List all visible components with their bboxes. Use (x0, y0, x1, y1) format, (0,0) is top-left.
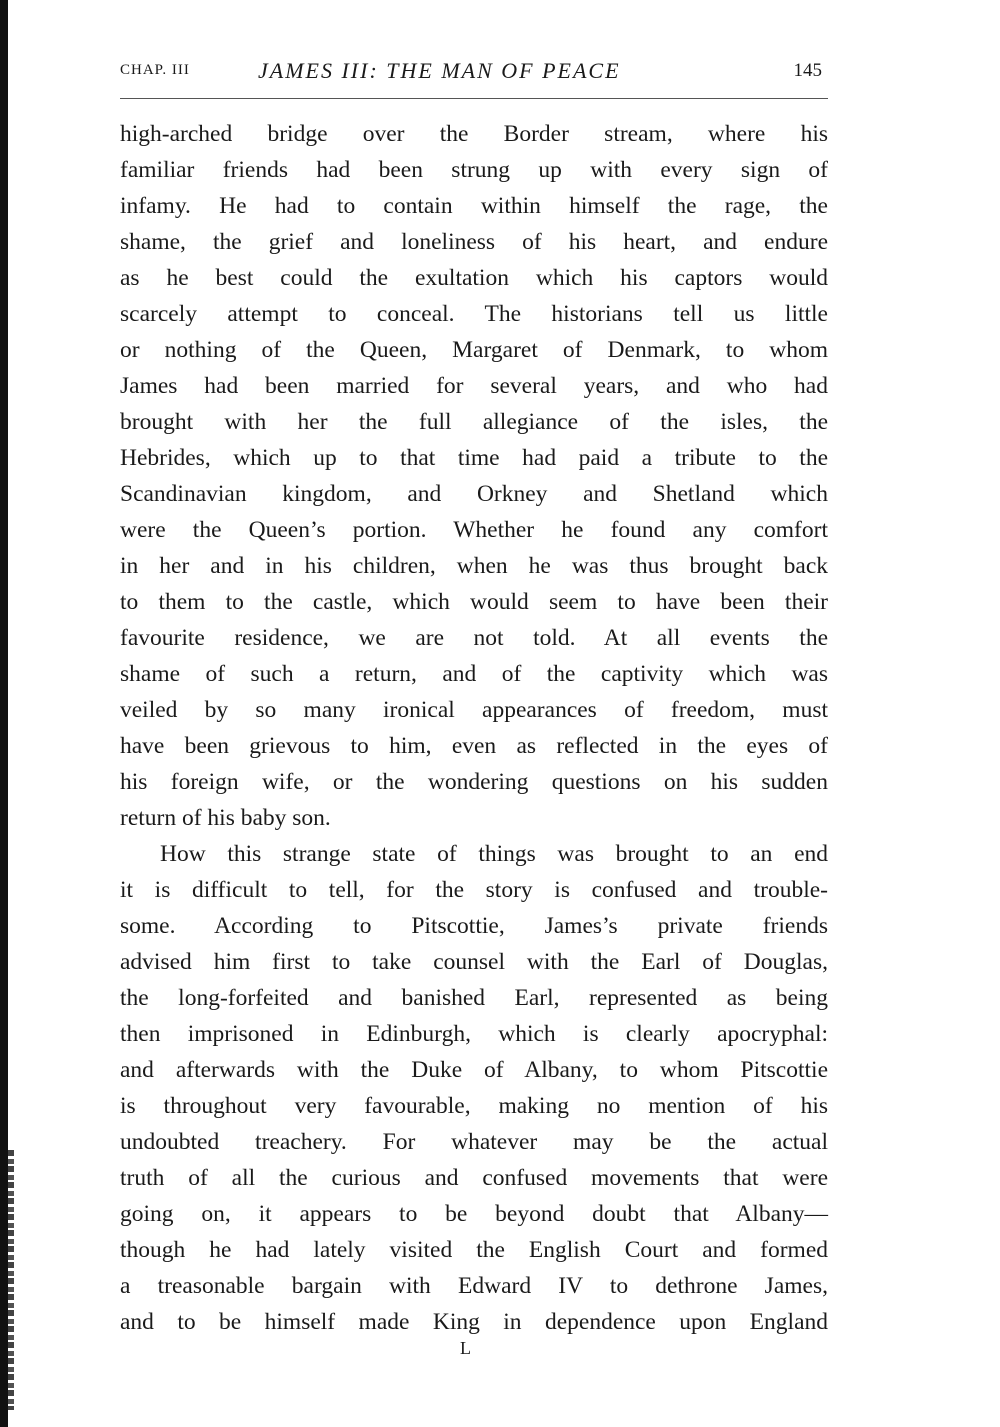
text-line: Hebrides, which up to that time had paid a tribute to the (120, 445, 828, 471)
text-line: undoubted treachery. For whatever may be the actual (120, 1129, 828, 1155)
text-line: is throughout very favourable, making no mention of his (120, 1093, 828, 1119)
text-line: his foreign wife, or the wondering questions on his sudden (120, 769, 828, 795)
running-header (120, 58, 828, 90)
text-line: return of his baby son. (120, 805, 331, 831)
text-line: favourite residence, we are not told. At all events the (120, 625, 828, 651)
text-line: it is difficult to tell, for the story is confused and trouble- (120, 877, 828, 903)
text-line: the long-forfeited and banished Earl, represented as being (120, 985, 828, 1011)
text-line: as he best could the exultation which his captors would (120, 265, 828, 291)
running-title: JAMES III: THE MAN OF PEACE (258, 58, 621, 83)
text-line: shame, the grief and loneliness of his heart, and endure (120, 229, 828, 255)
text-line: scarcely attempt to conceal. The historians tell us little (120, 301, 828, 327)
body-text (120, 116, 828, 1340)
text-line: in her and in his children, when he was thus brought back (120, 553, 828, 579)
text-line: and afterwards with the Duke of Albany, to whom Pitscottie (120, 1057, 828, 1083)
text-line: familiar friends had been strung up with every sign of (120, 157, 828, 183)
text-line: to them to the castle, which would seem to have been their (120, 589, 828, 615)
header-rule (120, 98, 828, 99)
page-number: 145 (793, 60, 822, 81)
chapter-label: CHAP. III (120, 62, 190, 78)
text-line: high-arched bridge over the Border stream, where his (120, 121, 828, 147)
text-line: truth of all the curious and confused movements that were (120, 1165, 828, 1191)
text-line: James had been married for several years, and who had (120, 373, 828, 399)
text-line: or nothing of the Queen, Margaret of Denmark, to whom (120, 337, 828, 363)
text-line: have been grievous to him, even as reflected in the eyes of (120, 733, 828, 759)
paragraph-1 (120, 116, 828, 836)
paragraph-2 (120, 836, 828, 1340)
text-line: Scandinavian kingdom, and Orkney and Shetland which (120, 481, 828, 507)
text-line: advised him first to take counsel with the Earl of Douglas, (120, 949, 828, 975)
text-line: though he had lately visited the English Court and formed (120, 1237, 828, 1263)
text-line: How this strange state of things was brought to an end (160, 841, 828, 867)
text-line: infamy. He had to contain within himself the rage, the (120, 193, 828, 219)
text-line: shame of such a return, and of the captivity which was (120, 661, 828, 687)
text-line: going on, it appears to be beyond doubt that Albany— (120, 1201, 828, 1227)
binding-edge (0, 0, 8, 1427)
text-line: some. According to Pitscottie, James’s private friends (120, 913, 828, 939)
text-line: brought with her the full allegiance of the isles, the (120, 409, 828, 435)
text-line: and to be himself made King in dependence upon England (120, 1309, 828, 1335)
text-line: a treasonable bargain with Edward IV to dethrone James, (120, 1273, 828, 1299)
binding-shadow (8, 1150, 14, 1410)
text-line: were the Queen’s portion. Whether he found any comfort (120, 517, 828, 543)
signature-mark: L (460, 1338, 472, 1358)
text-line: then imprisoned in Edinburgh, which is clearly apocryphal: (120, 1021, 828, 1047)
text-line: veiled by so many ironical appearances of freedom, must (120, 697, 828, 723)
